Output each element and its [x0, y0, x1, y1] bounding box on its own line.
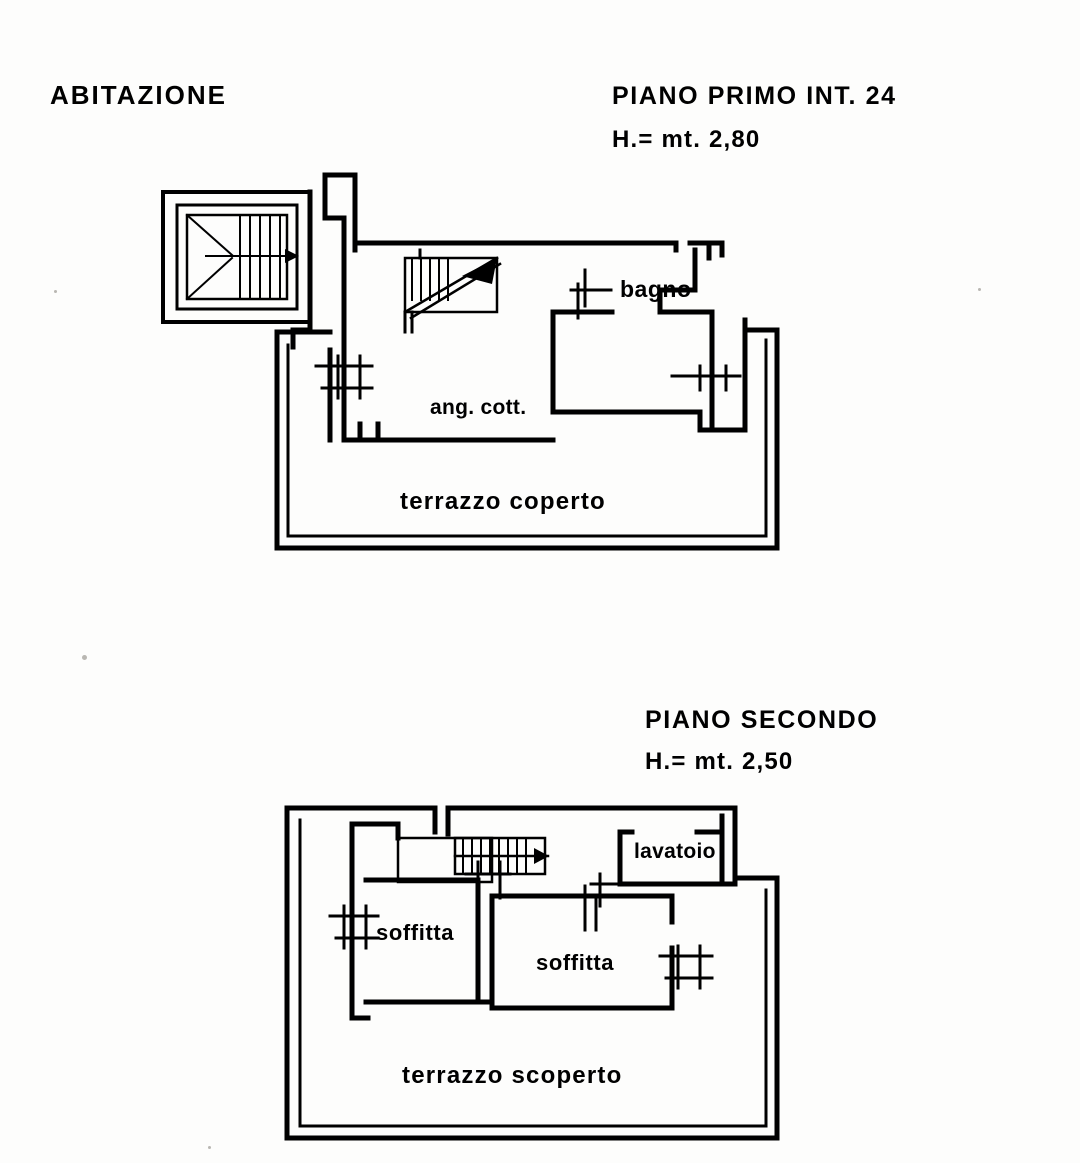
- window-marks-primo: [672, 366, 740, 390]
- wall-top-primo: [355, 243, 722, 258]
- terrazzo-scoperto-inner-edge: [300, 820, 766, 1126]
- room-lavatoio-secondo: [620, 832, 735, 884]
- room-label-lavatoio: lavatoio: [634, 840, 716, 863]
- plan-piano-secondo: [287, 808, 777, 1138]
- floor-title-piano-secondo: PIANO SECONDO: [645, 706, 879, 734]
- room-bagno-primo: [553, 250, 745, 430]
- room-ang-cott-primo: [330, 250, 553, 440]
- room-terrazzo-scoperto: [287, 808, 777, 1138]
- room-label-terrazzo-scoperto: terrazzo scoperto: [402, 1062, 623, 1089]
- room-label-terrazzo-coperto: terrazzo coperto: [400, 488, 606, 515]
- page-title: ABITAZIONE: [50, 80, 227, 110]
- room-label-soffitta-1: soffitta: [376, 920, 455, 945]
- window-marks-soffitta-2: [585, 886, 712, 988]
- floor-height-piano-secondo: H.= mt. 2,50: [645, 748, 794, 775]
- floor-title-piano-primo: PIANO PRIMO INT. 24: [612, 82, 897, 110]
- stair-treads-primo: [187, 215, 299, 299]
- window-marks-soffitta-1: [330, 862, 510, 948]
- floor-height-piano-primo: H.= mt. 2,80: [612, 126, 761, 153]
- room-label-soffitta-2: soffitta: [536, 950, 615, 975]
- plan-piano-primo: [163, 175, 777, 548]
- room-label-ang-cott: ang. cott.: [430, 396, 527, 419]
- room-soffitta-2-secondo: [492, 896, 672, 1008]
- internal-stair-primo: [405, 250, 500, 332]
- room-label-bagno: bagno: [620, 276, 692, 302]
